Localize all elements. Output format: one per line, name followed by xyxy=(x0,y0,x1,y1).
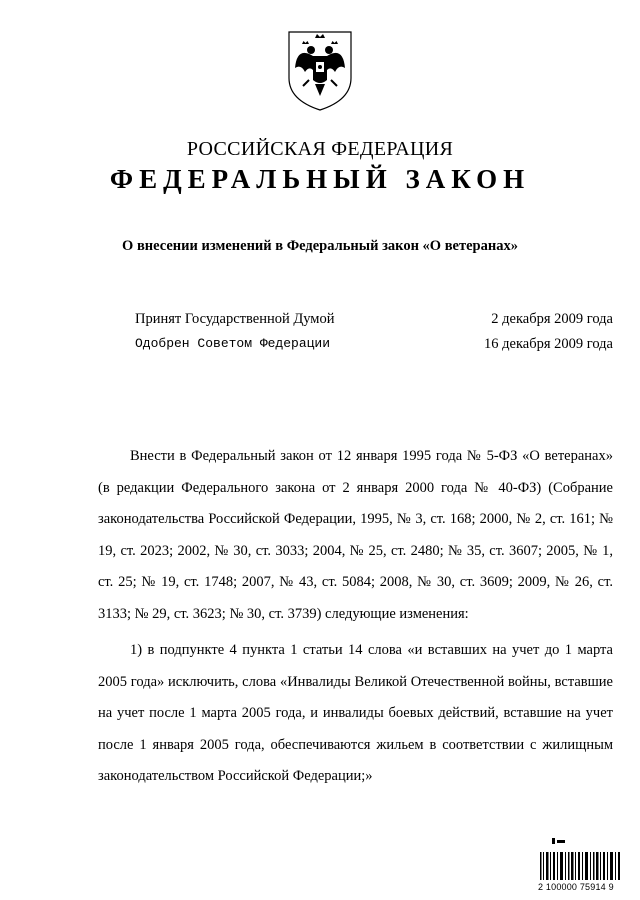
barcode-number: 2 100000 75914 9 xyxy=(538,882,614,892)
adoption-council-row xyxy=(135,336,613,353)
coat-of-arms-emblem xyxy=(285,28,355,112)
duma-date: 2 декабря 2009 года xyxy=(491,311,613,327)
adoption-duma-row xyxy=(135,311,613,328)
duma-label: Принят Государственной Думой xyxy=(135,311,335,327)
law-body xyxy=(98,441,613,793)
council-date: 16 декабря 2009 года xyxy=(484,336,613,352)
document-title: О внесении изменений в Федеральный закон «О ветеранах» xyxy=(122,238,518,254)
body-paragraph-2: 1) в подпункте 4 пункта 1 статьи 14 слова «и вставших на учет до 1 марта 2005 года» исключить, слова «Инвалиды Великой Отечественной войны, вставшие на учет после 1 марта 2005 года, и инвалиды боевых действий, вставшие на учет после 1 января 2005 года, обеспечиваются жильем в соответствии с жилищным законодательством Российской Федерации;» xyxy=(98,642,613,784)
document-type: ФЕДЕРАЛЬНЫЙ ЗАКОН xyxy=(109,164,531,194)
country-name: РОССИЙСКАЯ ФЕДЕРАЦИЯ xyxy=(186,138,454,160)
body-paragraph-1: Внести в Федеральный закон от 12 января 1995 года № 5-ФЗ «О ветеранах» (в редакции Федерального закона от 2 января 2000 года № 40-ФЗ) (Собрание законодательства Российской Федерации, 1995, № 3, ст. 168; 2000, № 2, ст. 161; № 19, ст. 2023; 2002, № 30, ст. 3033; 2004, № 25, ст. 2480; № 35, ст. 3607; 2005, № 1, ст. 25; № 19, ст. 1748; 2007, № 43, ст. 5084; 2008, № 30, ст. 3609; 2009, № 26, ст. 3133; № 29, ст. 3623; № 30, ст. 3739) следующие изменения: xyxy=(98,448,613,622)
council-label: Одобрен Советом Федерации xyxy=(135,336,331,351)
